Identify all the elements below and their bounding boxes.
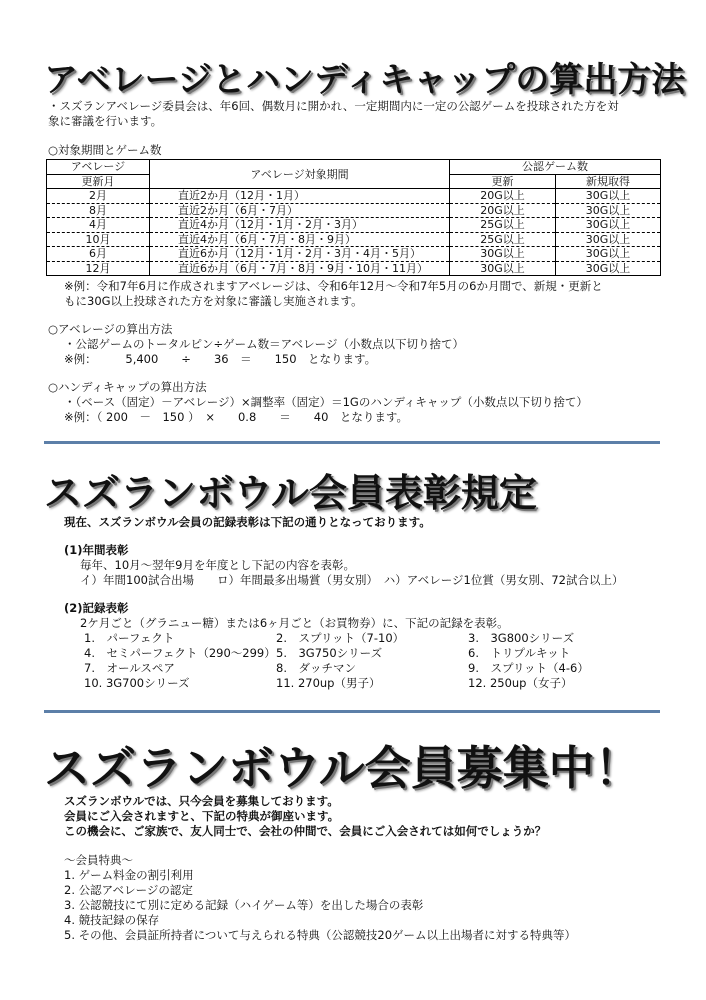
section-divider: [44, 441, 660, 444]
benefit-item: 1. ゲーム料金の割引利用: [64, 868, 194, 882]
cell-update: 20G以上: [450, 203, 556, 218]
table-row: [47, 189, 661, 204]
header-month-line1: アベレージ: [47, 160, 150, 175]
cell-month: 10月: [47, 232, 150, 247]
handicap-formula: ・（ベース（固定）－アベレージ）×調整率（固定）＝1Gのハンディキャップ（小数点以下切り捨て）: [64, 395, 588, 409]
cell-month: 2月: [47, 189, 150, 204]
table-row: [47, 261, 661, 276]
note-line-1: ※例：令和7年6月に作成されますアベレージは、令和6年12月～令和7年5月の6か月間で、新規・更新と: [64, 279, 603, 293]
average-formula: ・公認ゲームのトータルピン÷ゲーム数＝アベレージ（小数点以下切り捨て）: [64, 337, 464, 351]
header-month-line2: 更新月: [47, 174, 150, 189]
award-rules-title: スズランボウル会員表彰規定: [44, 471, 537, 515]
average-example: ※例： 5,400 ÷ 36 ＝ 150 となります。: [64, 352, 377, 366]
benefit-item: 4. 競技記録の保存: [64, 913, 160, 927]
record-item: 5. 3G750シリーズ: [276, 646, 383, 660]
cell-update: 25G以上: [450, 232, 556, 247]
note-line-2: もに30G以上投球された方を対象に審議し実施されます。: [64, 294, 363, 308]
record-item: 6. トリプルキット: [468, 646, 571, 660]
benefit-item: 5. その他、会員証所持者について与えられる特典（公認競技20ゲーム以上出場者に対する特典等）: [64, 928, 577, 942]
record-item: 10. 3G700シリーズ: [84, 676, 190, 690]
header-period: アベレージ対象期間: [150, 160, 450, 189]
recruit-line-1: スズランボウルでは、只今会員を募集しております。: [64, 794, 339, 808]
cell-period: 直近6か月（6月・7月・8月・9月・10月・11月）: [150, 261, 450, 276]
cell-new: 30G以上: [556, 261, 661, 276]
recruit-line-2: 会員にご入会されますと、下記の特典が御座います。: [64, 809, 340, 823]
record-item: 2. スプリット（7-10）: [276, 631, 405, 645]
record-item: 7. オールスペア: [84, 661, 175, 675]
record-item: 12. 250up（女子）: [468, 676, 573, 690]
record-item: 1. パーフェクト: [84, 631, 175, 645]
benefits-heading: ～会員特典～: [64, 853, 133, 867]
table-row: [47, 247, 661, 262]
record-item: 4. セミパーフェクト（290～299）: [84, 646, 276, 660]
table-row: [47, 203, 661, 218]
cell-update: 25G以上: [450, 218, 556, 233]
table-row: [47, 232, 661, 247]
cell-new: 30G以上: [556, 218, 661, 233]
recruit-line-3: この機会に、ご家族で、友人同士で、会社の仲間で、会員にご入会されては如何でしょうか？: [64, 824, 547, 838]
cell-month: 12月: [47, 261, 150, 276]
cell-month: 8月: [47, 203, 150, 218]
cell-period: 直近6か月（12月・1月・2月・3月・4月・5月）: [150, 247, 450, 262]
header-games: 公認ゲーム数: [450, 160, 661, 175]
record-item: 8. ダッチマン: [276, 661, 356, 675]
benefit-item: 2. 公認アベレージの認定: [64, 883, 193, 897]
average-handicap-title: アベレージとハンディキャップの算出方法: [44, 60, 686, 100]
record-award-heading: (2)記録表彰: [64, 601, 129, 615]
member-recruit-title: スズランボウル会員募集中！: [44, 741, 641, 795]
header-new: 新規取得: [556, 174, 661, 189]
cell-period: 直近4か月（12月・1月・2月・3月）: [150, 218, 450, 233]
annual-award-heading: (1)年間表彰: [64, 543, 129, 557]
record-item: 3. 3G800シリーズ: [468, 631, 575, 645]
cell-month: 6月: [47, 247, 150, 262]
cell-period: 直近2か月（12月・1月）: [150, 189, 450, 204]
table-heading: ○対象期間とゲーム数: [48, 143, 162, 157]
cell-new: 30G以上: [556, 232, 661, 247]
cell-update: 30G以上: [450, 247, 556, 262]
intro-line-1: ・スズランアベレージ委員会は、年6回、偶数月に開かれ、一定期間内に一定の公認ゲームを投球された方を対: [48, 99, 619, 113]
cell-new: 30G以上: [556, 203, 661, 218]
record-item: 9. スプリット（4-6）: [468, 661, 589, 675]
cell-month: 4月: [47, 218, 150, 233]
table-row: [47, 218, 661, 233]
cell-update: 30G以上: [450, 261, 556, 276]
intro-line-2: 象に審議を行います。: [48, 114, 163, 128]
annual-award-line-1: 毎年、10月～翌年9月を年度とし下記の内容を表彰。: [80, 558, 355, 572]
handicap-method-heading: ○ハンディキャップの算出方法: [48, 380, 207, 394]
award-intro: 現在、スズランボウル会員の記録表彰は下記の通りとなっております。: [64, 515, 431, 529]
cell-update: 20G以上: [450, 189, 556, 204]
cell-period: 直近2か月（6月・7月）: [150, 203, 450, 218]
cell-period: 直近4か月（6月・7月・8月・9月）: [150, 232, 450, 247]
record-item: 11. 270up（男子）: [276, 676, 381, 690]
benefit-item: 3. 公認競技にて別に定める記録（ハイゲーム等）を出した場合の表彰: [64, 898, 424, 912]
games-table: [46, 159, 661, 276]
header-update: 更新: [450, 174, 556, 189]
cell-new: 30G以上: [556, 247, 661, 262]
cell-new: 30G以上: [556, 189, 661, 204]
handicap-example: ※例：（ 200 － 150 ） × 0.8 ＝ 40 となります。: [64, 410, 408, 424]
section-divider: [44, 710, 660, 713]
record-award-line-1: 2ケ月ごと（グラニュー糖）または6ヶ月ごと（お買物券）に、下記の記録を表彰。: [80, 616, 509, 630]
annual-award-line-2: イ）年間100試合出場 ロ）年間最多出場賞（男女別） ハ）アベレージ1位賞（男女別、72試合以上）: [80, 573, 624, 587]
average-method-heading: ○アベレージの算出方法: [48, 322, 173, 336]
